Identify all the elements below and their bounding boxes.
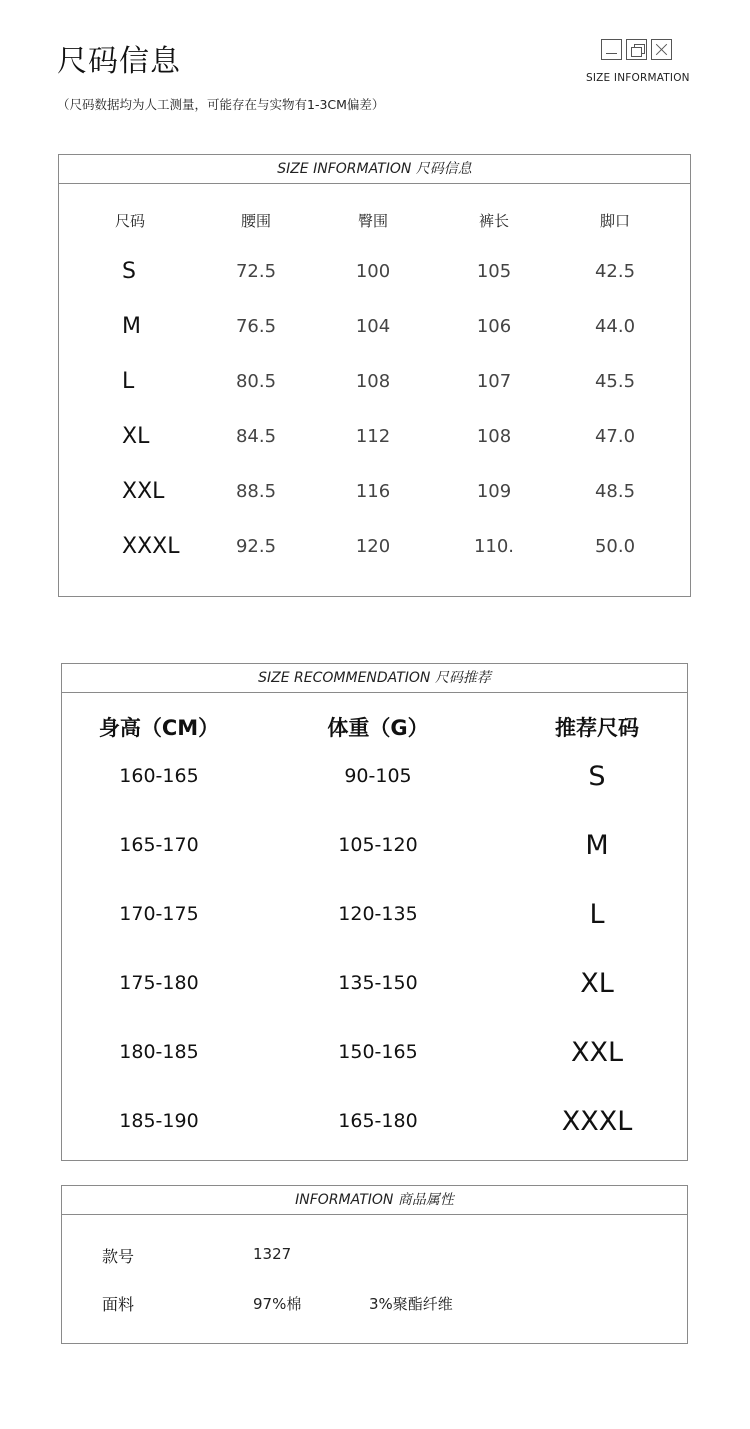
height-range: 170-175 [119, 903, 199, 925]
weight-range: 150-165 [338, 1041, 418, 1063]
size-column-header: 裤长 [478, 212, 509, 230]
style-number-value: 1327 [253, 1245, 292, 1263]
height-range: 165-170 [119, 834, 199, 856]
size-value: 42.5 [594, 261, 636, 282]
recommend-column-header: 推荐尺码 [555, 716, 639, 740]
fabric-label: 面料 [102, 1295, 135, 1314]
size-label: S [122, 259, 136, 284]
size-information-table [58, 154, 691, 597]
size-information-label: SIZE INFORMATION [586, 72, 690, 84]
size-value: 108 [476, 426, 512, 447]
height-range: 160-165 [119, 765, 199, 787]
size-value: 106 [476, 316, 512, 337]
size-value: 45.5 [594, 371, 636, 392]
size-value: 105 [476, 261, 512, 282]
recommend-column-header: 身高（CM） [98, 716, 220, 740]
weight-range: 135-150 [338, 972, 418, 994]
size-value: 76.5 [235, 316, 277, 337]
size-value: 109 [476, 481, 512, 502]
weight-range: 105-120 [338, 834, 418, 856]
size-value: 116 [355, 481, 391, 502]
size-value: 48.5 [594, 481, 636, 502]
size-column-header: 腰围 [240, 212, 271, 230]
weight-range: 165-180 [338, 1110, 418, 1132]
recommended-size: XL [580, 968, 614, 999]
size-value: 50.0 [594, 536, 636, 557]
size-value: 80.5 [235, 371, 277, 392]
size-label: XL [122, 424, 150, 449]
recommended-size: L [589, 899, 605, 930]
info-table-title: INFORMATION 商品属性 [62, 1186, 687, 1215]
weight-range: 90-105 [344, 765, 412, 787]
size-value: 107 [476, 371, 512, 392]
height-range: 180-185 [119, 1041, 199, 1063]
size-column-header: 尺码 [114, 212, 145, 230]
size-value: 72.5 [235, 261, 277, 282]
recommend-table-title: SIZE RECOMMENDATION 尺码推荐 [62, 664, 687, 693]
size-recommendation-table [61, 663, 688, 1161]
close-icon [651, 39, 672, 60]
recommend-column-header: 体重（G） [327, 716, 429, 740]
size-label: XXL [122, 479, 165, 504]
restore-icon [626, 39, 647, 60]
size-value: 110. [473, 536, 515, 557]
size-column-header: 臀围 [357, 212, 388, 230]
size-value: 92.5 [235, 536, 277, 557]
weight-range: 120-135 [338, 903, 418, 925]
fabric-value-cotton: 97%棉 [253, 1295, 302, 1313]
height-range: 185-190 [119, 1110, 199, 1132]
size-value: 88.5 [235, 481, 277, 502]
size-table-title: SIZE INFORMATION 尺码信息 [59, 155, 690, 184]
size-value: 112 [355, 426, 391, 447]
recommended-size: S [588, 761, 606, 792]
recommended-size: XXL [570, 1037, 624, 1068]
height-range: 175-180 [119, 972, 199, 994]
page-title: 尺码信息 [57, 44, 181, 79]
size-value: 100 [355, 261, 391, 282]
size-value: 44.0 [594, 316, 636, 337]
size-label: L [122, 369, 135, 394]
size-value: 104 [355, 316, 391, 337]
product-information-table [61, 1185, 688, 1344]
window-icons [601, 39, 672, 60]
size-value: 120 [355, 536, 391, 557]
recommended-size: XXXL [561, 1106, 633, 1137]
size-value: 108 [355, 371, 391, 392]
size-label: XXXL [122, 534, 180, 559]
size-column-header: 脚口 [599, 212, 630, 230]
page-subtitle: （尺码数据均为人工测量，可能存在与实物有1-3CM偏差） [57, 97, 385, 112]
size-value: 84.5 [235, 426, 277, 447]
size-value: 47.0 [594, 426, 636, 447]
fabric-value-polyester: 3%聚酯纤维 [369, 1295, 453, 1313]
size-label: M [122, 314, 141, 339]
style-number-label: 款号 [102, 1247, 135, 1266]
recommended-size: M [585, 830, 609, 861]
minimize-icon [601, 39, 622, 60]
